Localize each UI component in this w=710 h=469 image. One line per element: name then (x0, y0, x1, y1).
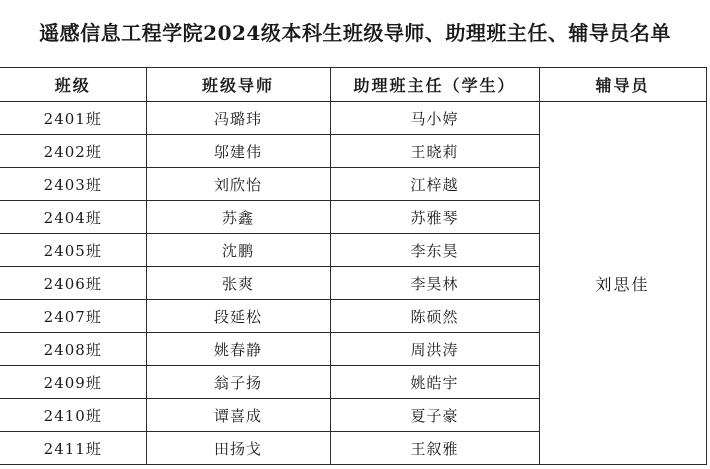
class-cell: 2406班 (0, 267, 146, 300)
assistant-cell: 苏雅琴 (330, 201, 539, 234)
mentor-cell: 张爽 (146, 267, 330, 300)
class-cell: 2409班 (0, 366, 146, 399)
header-row (0, 68, 706, 102)
mentor-cell: 刘欣怡 (146, 168, 330, 201)
class-cell: 2405班 (0, 234, 146, 267)
assistant-cell: 马小婷 (330, 102, 539, 135)
assistant-cell: 李东昊 (330, 234, 539, 267)
header-class: 班级 (0, 68, 146, 102)
assistant-cell: 李昊林 (330, 267, 539, 300)
header-assistant: 助理班主任（学生） (330, 68, 539, 102)
mentor-cell: 谭喜成 (146, 399, 330, 432)
mentor-cell: 苏鑫 (146, 201, 330, 234)
class-cell: 2401班 (0, 102, 146, 135)
class-cell: 2403班 (0, 168, 146, 201)
mentor-cell: 翁子扬 (146, 366, 330, 399)
mentor-cell: 田扬戈 (146, 432, 330, 465)
assistant-cell: 江梓越 (330, 168, 539, 201)
mentor-cell: 段延松 (146, 300, 330, 333)
class-cell: 2411班 (0, 432, 146, 465)
assistant-cell: 王叙雅 (330, 432, 539, 465)
class-cell: 2408班 (0, 333, 146, 366)
mentor-cell: 沈鹏 (146, 234, 330, 267)
mentor-cell: 姚春静 (146, 333, 330, 366)
header-counselor: 辅导员 (539, 68, 706, 102)
class-cell: 2410班 (0, 399, 146, 432)
assistant-cell: 周洪涛 (330, 333, 539, 366)
class-cell: 2404班 (0, 201, 146, 234)
header-mentor: 班级导师 (146, 68, 330, 102)
mentor-cell: 冯璐玮 (146, 102, 330, 135)
counselor-cell: 刘思佳 (539, 102, 706, 465)
assistant-cell: 陈硕然 (330, 300, 539, 333)
assistant-cell: 姚皓宇 (330, 366, 539, 399)
mentor-cell: 邬建伟 (146, 135, 330, 168)
table-row (0, 102, 706, 135)
assistant-cell: 夏子豪 (330, 399, 539, 432)
class-cell: 2402班 (0, 135, 146, 168)
roster-table (0, 67, 707, 465)
assistant-cell: 王晓莉 (330, 135, 539, 168)
class-cell: 2407班 (0, 300, 146, 333)
document-title: 遥感信息工程学院2024级本科生班级导师、助理班主任、辅导员名单 (39, 21, 671, 45)
